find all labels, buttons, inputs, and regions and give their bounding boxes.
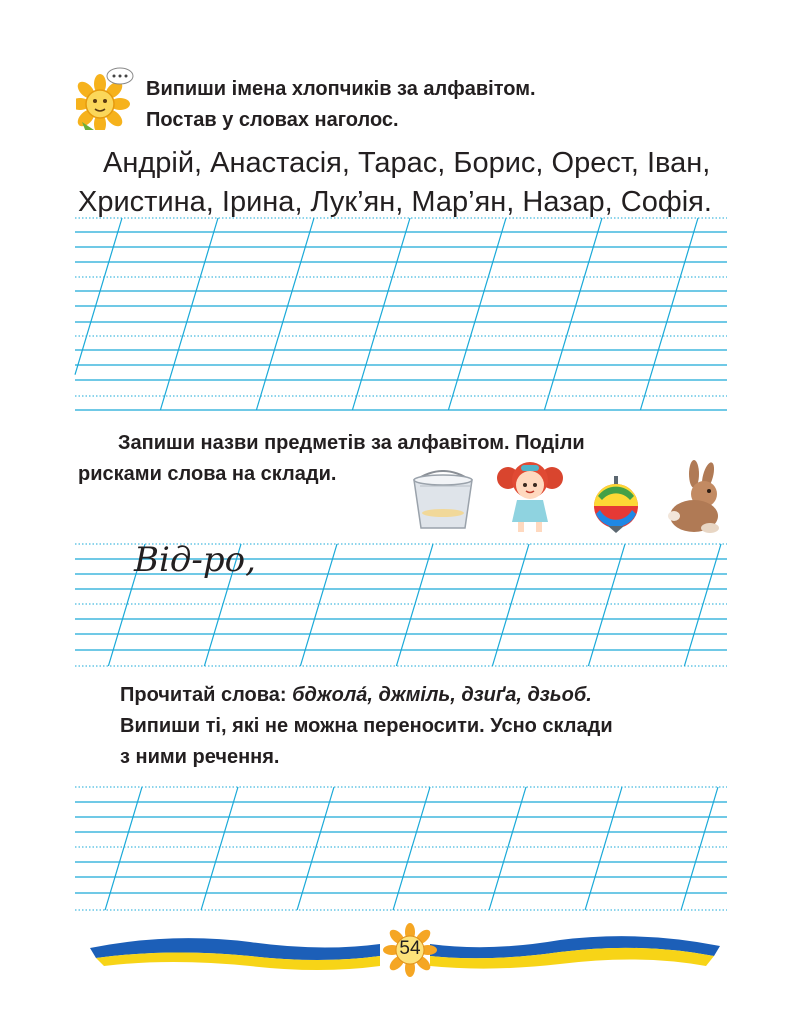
- slant-line: [300, 544, 337, 666]
- bunny-icon: [664, 460, 728, 534]
- slant-line: [492, 544, 529, 666]
- slant-line: [588, 544, 625, 666]
- task3-instruction: [120, 680, 613, 773]
- task3-line3: з ними речення.: [120, 746, 280, 768]
- bucket-icon: [408, 470, 478, 532]
- task3-prefix: Прочитай слова:: [120, 684, 293, 706]
- task1-line2: Постав у словах наголос.: [146, 109, 399, 131]
- doll-icon: [495, 456, 565, 534]
- names-line-1: Андрій, Анастасія, Тарас, Борис, Орест, Іван,: [103, 147, 711, 179]
- cursive-example: Від-ро,: [134, 540, 256, 580]
- slant-line: [393, 787, 430, 910]
- slant-line: [681, 787, 718, 910]
- task3-line2: Випиши ті, які не можна переносити. Усно склади: [120, 715, 613, 737]
- spinning-top-icon: [588, 476, 644, 534]
- slant-line: [489, 787, 526, 910]
- slant-line: [585, 787, 622, 910]
- page-number: 54: [399, 938, 421, 959]
- task2-line2: рисками слова на склади.: [78, 463, 337, 485]
- task2-line1: Запиши назви предметів за алфавітом. Поділи: [118, 432, 585, 454]
- slant-line: [396, 544, 433, 666]
- slant-line: [201, 787, 238, 910]
- names-line-2: Христина, Ірина, Лук’ян, Мар’ян, Назар, Софія.: [78, 186, 712, 218]
- slant-line: [684, 544, 721, 666]
- slant-line: [75, 218, 122, 375]
- task3-words: бджола́, джміль, дзиґа, дзьоб.: [292, 684, 592, 706]
- slant-line: [297, 787, 334, 910]
- slant-line: [105, 787, 142, 910]
- task1-line1: Випиши імена хлопчиків за алфавітом.: [146, 78, 536, 100]
